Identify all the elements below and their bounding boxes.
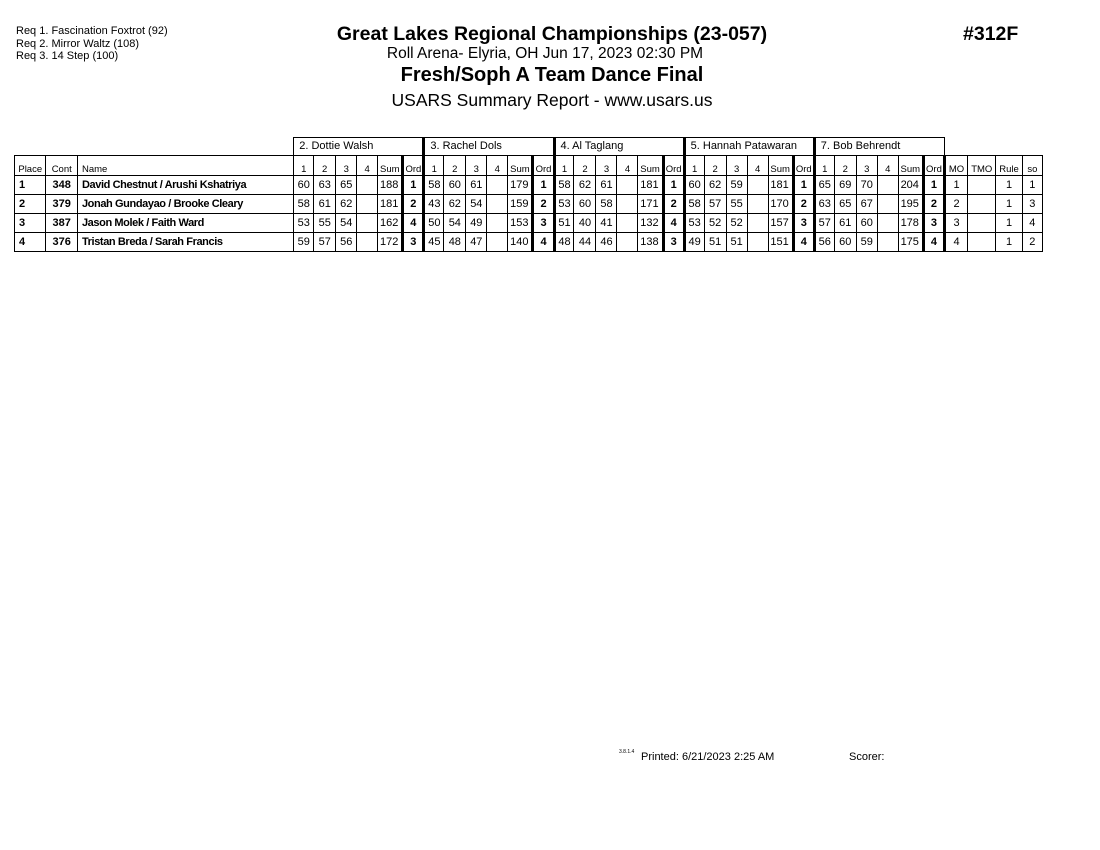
ordinal-cell: 4	[403, 214, 424, 233]
couple-name: Tristan Breda / Sarah Francis	[77, 233, 293, 252]
col-rule: Rule	[996, 156, 1022, 176]
col-judge-4: 4	[617, 156, 638, 176]
score-cell: 62	[704, 176, 726, 195]
score-cell: 60	[684, 176, 704, 195]
score-cell	[487, 214, 508, 233]
col-name: Name	[77, 156, 293, 176]
col-judge-ord: Ord	[663, 156, 684, 176]
ordinal-cell: 1	[533, 176, 554, 195]
header-spacer	[15, 138, 294, 156]
score-cell	[617, 195, 638, 214]
ordinal-cell: 1	[923, 176, 944, 195]
sum-cell: 140	[508, 233, 533, 252]
table-row	[15, 233, 1043, 252]
contestant-number: 348	[46, 176, 77, 195]
score-cell: 57	[814, 214, 834, 233]
scorer-label: Scorer:	[849, 751, 885, 763]
col-judge-1: 1	[684, 156, 704, 176]
tmo-cell	[968, 195, 996, 214]
column-header-row	[15, 156, 1043, 176]
so-cell: 4	[1022, 214, 1042, 233]
score-cell: 61	[466, 176, 487, 195]
mo-cell: 3	[945, 214, 968, 233]
results-table	[14, 137, 1043, 252]
tmo-cell	[968, 233, 996, 252]
score-cell: 54	[336, 214, 357, 233]
score-cell: 49	[466, 214, 487, 233]
competition-title: Great Lakes Regional Championships (23-057)	[336, 23, 768, 45]
score-cell: 61	[834, 214, 856, 233]
judge-name: 2. Dottie Walsh	[294, 138, 424, 156]
ordinal-cell: 3	[793, 214, 814, 233]
score-cell	[357, 195, 378, 214]
score-cell	[877, 214, 898, 233]
score-cell: 52	[726, 214, 747, 233]
score-cell: 53	[294, 214, 314, 233]
score-cell: 59	[726, 176, 747, 195]
score-cell: 51	[726, 233, 747, 252]
header-spacer	[945, 138, 1043, 156]
score-cell: 48	[444, 233, 466, 252]
sum-cell: 181	[768, 176, 793, 195]
ordinal-cell: 1	[663, 176, 684, 195]
sum-cell: 181	[378, 195, 403, 214]
col-judge-ord: Ord	[923, 156, 944, 176]
col-judge-3: 3	[726, 156, 747, 176]
col-judge-2: 2	[574, 156, 596, 176]
place-cell: 4	[15, 233, 46, 252]
printed-timestamp: Printed: 6/21/2023 2:25 AM	[641, 751, 775, 763]
ordinal-cell: 4	[663, 214, 684, 233]
score-cell: 58	[554, 176, 574, 195]
place-cell: 2	[15, 195, 46, 214]
score-cell: 52	[704, 214, 726, 233]
score-cell: 61	[596, 176, 617, 195]
col-judge-ord: Ord	[793, 156, 814, 176]
score-cell: 51	[554, 214, 574, 233]
event-number: #312F	[963, 23, 1019, 45]
score-cell	[357, 214, 378, 233]
judge-name: 5. Hannah Patawaran	[684, 138, 814, 156]
ordinal-cell: 4	[533, 233, 554, 252]
score-cell	[747, 233, 768, 252]
score-cell: 41	[596, 214, 617, 233]
col-judge-sum: Sum	[638, 156, 663, 176]
ordinal-cell: 4	[793, 233, 814, 252]
col-judge-3: 3	[466, 156, 487, 176]
score-cell: 40	[574, 214, 596, 233]
sum-cell: 204	[898, 176, 923, 195]
score-cell: 54	[444, 214, 466, 233]
report-subtitle: USARS Summary Report - www.usars.us	[391, 90, 713, 110]
so-cell: 2	[1022, 233, 1042, 252]
score-cell: 60	[856, 214, 877, 233]
table-row	[15, 195, 1043, 214]
score-cell: 65	[834, 195, 856, 214]
ordinal-cell: 3	[403, 233, 424, 252]
sum-cell: 159	[508, 195, 533, 214]
score-cell: 59	[856, 233, 877, 252]
score-cell: 56	[336, 233, 357, 252]
score-cell	[877, 176, 898, 195]
col-judge-4: 4	[357, 156, 378, 176]
score-cell: 56	[814, 233, 834, 252]
sum-cell: 172	[378, 233, 403, 252]
judge-header-row	[15, 138, 1043, 156]
col-place: Place	[15, 156, 46, 176]
col-judge-2: 2	[704, 156, 726, 176]
score-cell	[617, 233, 638, 252]
score-cell: 54	[466, 195, 487, 214]
col-judge-sum: Sum	[768, 156, 793, 176]
sum-cell: 153	[508, 214, 533, 233]
col-judge-3: 3	[336, 156, 357, 176]
score-cell: 58	[596, 195, 617, 214]
requirement-item: Req 1. Fascination Foxtrot (92)	[16, 25, 168, 37]
ordinal-cell: 2	[793, 195, 814, 214]
score-cell	[487, 195, 508, 214]
sum-cell: 179	[508, 176, 533, 195]
col-judge-1: 1	[294, 156, 314, 176]
rule-cell: 1	[996, 214, 1022, 233]
score-cell: 59	[294, 233, 314, 252]
so-cell: 3	[1022, 195, 1042, 214]
score-cell	[487, 176, 508, 195]
score-cell: 61	[314, 195, 336, 214]
score-cell	[617, 214, 638, 233]
score-cell: 58	[424, 176, 444, 195]
col-judge-ord: Ord	[403, 156, 424, 176]
score-cell: 62	[574, 176, 596, 195]
couple-name: David Chestnut / Arushi Kshatriya	[77, 176, 293, 195]
sum-cell: 188	[378, 176, 403, 195]
mo-cell: 4	[945, 233, 968, 252]
requirement-list	[16, 25, 168, 63]
score-cell	[487, 233, 508, 252]
score-cell: 60	[444, 176, 466, 195]
col-cont: Cont	[46, 156, 77, 176]
score-cell: 62	[336, 195, 357, 214]
col-judge-4: 4	[877, 156, 898, 176]
sum-cell: 175	[898, 233, 923, 252]
col-tmo: TMO	[968, 156, 996, 176]
sum-cell: 132	[638, 214, 663, 233]
ordinal-cell: 1	[793, 176, 814, 195]
score-cell: 51	[704, 233, 726, 252]
col-judge-sum: Sum	[508, 156, 533, 176]
score-cell: 49	[684, 233, 704, 252]
score-cell	[877, 233, 898, 252]
score-cell: 65	[814, 176, 834, 195]
score-cell: 57	[314, 233, 336, 252]
col-judge-sum: Sum	[378, 156, 403, 176]
score-cell	[747, 195, 768, 214]
score-cell: 47	[466, 233, 487, 252]
col-judge-4: 4	[487, 156, 508, 176]
score-cell: 65	[336, 176, 357, 195]
rule-cell: 1	[996, 233, 1022, 252]
score-cell: 43	[424, 195, 444, 214]
sum-cell: 138	[638, 233, 663, 252]
col-judge-1: 1	[554, 156, 574, 176]
sum-cell: 178	[898, 214, 923, 233]
sum-cell: 151	[768, 233, 793, 252]
score-cell: 58	[684, 195, 704, 214]
score-cell: 44	[574, 233, 596, 252]
col-judge-sum: Sum	[898, 156, 923, 176]
score-cell: 57	[704, 195, 726, 214]
score-cell: 70	[856, 176, 877, 195]
table-row	[15, 176, 1043, 195]
requirement-item: Req 3. 14 Step (100)	[16, 50, 119, 62]
score-cell: 55	[726, 195, 747, 214]
score-cell: 69	[834, 176, 856, 195]
score-cell: 63	[314, 176, 336, 195]
contestant-number: 376	[46, 233, 77, 252]
place-cell: 3	[15, 214, 46, 233]
judge-name: 3. Rachel Dols	[424, 138, 554, 156]
sum-cell: 170	[768, 195, 793, 214]
score-cell: 62	[444, 195, 466, 214]
sum-cell: 162	[378, 214, 403, 233]
mo-cell: 2	[945, 195, 968, 214]
place-cell: 1	[15, 176, 46, 195]
ordinal-cell: 3	[663, 233, 684, 252]
col-judge-2: 2	[314, 156, 336, 176]
col-judge-3: 3	[596, 156, 617, 176]
col-judge-2: 2	[834, 156, 856, 176]
col-judge-3: 3	[856, 156, 877, 176]
requirement-item: Req 2. Mirror Waltz (108)	[16, 37, 140, 50]
judge-name: 4. Al Taglang	[554, 138, 684, 156]
couple-name: Jonah Gundayao / Brooke Cleary	[77, 195, 293, 214]
ordinal-cell: 2	[403, 195, 424, 214]
score-cell: 55	[314, 214, 336, 233]
ordinal-cell: 3	[923, 214, 944, 233]
couple-name: Jason Molek / Faith Ward	[77, 214, 293, 233]
tmo-cell	[968, 214, 996, 233]
ordinal-cell: 3	[533, 214, 554, 233]
score-cell: 60	[574, 195, 596, 214]
ordinal-cell: 2	[533, 195, 554, 214]
score-cell	[877, 195, 898, 214]
col-judge-1: 1	[424, 156, 444, 176]
score-cell: 48	[554, 233, 574, 252]
score-cell: 63	[814, 195, 834, 214]
col-judge-ord: Ord	[533, 156, 554, 176]
mo-cell: 1	[945, 176, 968, 195]
sum-cell: 157	[768, 214, 793, 233]
col-mo: MO	[945, 156, 968, 176]
score-cell: 67	[856, 195, 877, 214]
score-cell: 60	[834, 233, 856, 252]
score-cell: 45	[424, 233, 444, 252]
ordinal-cell: 2	[663, 195, 684, 214]
judge-name: 7. Bob Behrendt	[814, 138, 944, 156]
col-so: so	[1022, 156, 1042, 176]
score-cell	[747, 176, 768, 195]
score-cell	[357, 233, 378, 252]
sum-cell: 195	[898, 195, 923, 214]
contestant-number: 379	[46, 195, 77, 214]
score-cell	[357, 176, 378, 195]
ordinal-cell: 2	[923, 195, 944, 214]
score-cell	[747, 214, 768, 233]
sum-cell: 181	[638, 176, 663, 195]
venue-date: Roll Arena- Elyria, OH Jun 17, 2023 02:30 PM	[386, 45, 704, 62]
score-cell: 58	[294, 195, 314, 214]
ordinal-cell: 4	[923, 233, 944, 252]
rule-cell: 1	[996, 176, 1022, 195]
score-cell: 60	[294, 176, 314, 195]
score-cell: 53	[684, 214, 704, 233]
score-cell: 53	[554, 195, 574, 214]
so-cell: 1	[1022, 176, 1042, 195]
tmo-cell	[968, 176, 996, 195]
score-cell	[617, 176, 638, 195]
col-judge-4: 4	[747, 156, 768, 176]
score-cell: 46	[596, 233, 617, 252]
rule-cell: 1	[996, 195, 1022, 214]
ordinal-cell: 1	[403, 176, 424, 195]
col-judge-1: 1	[814, 156, 834, 176]
col-judge-2: 2	[444, 156, 466, 176]
event-title: Fresh/Soph A Team Dance Final	[400, 64, 704, 86]
contestant-number: 387	[46, 214, 77, 233]
score-cell: 50	[424, 214, 444, 233]
sum-cell: 171	[638, 195, 663, 214]
table-row	[15, 214, 1043, 233]
version-code: 3.8.1.4	[619, 749, 635, 755]
